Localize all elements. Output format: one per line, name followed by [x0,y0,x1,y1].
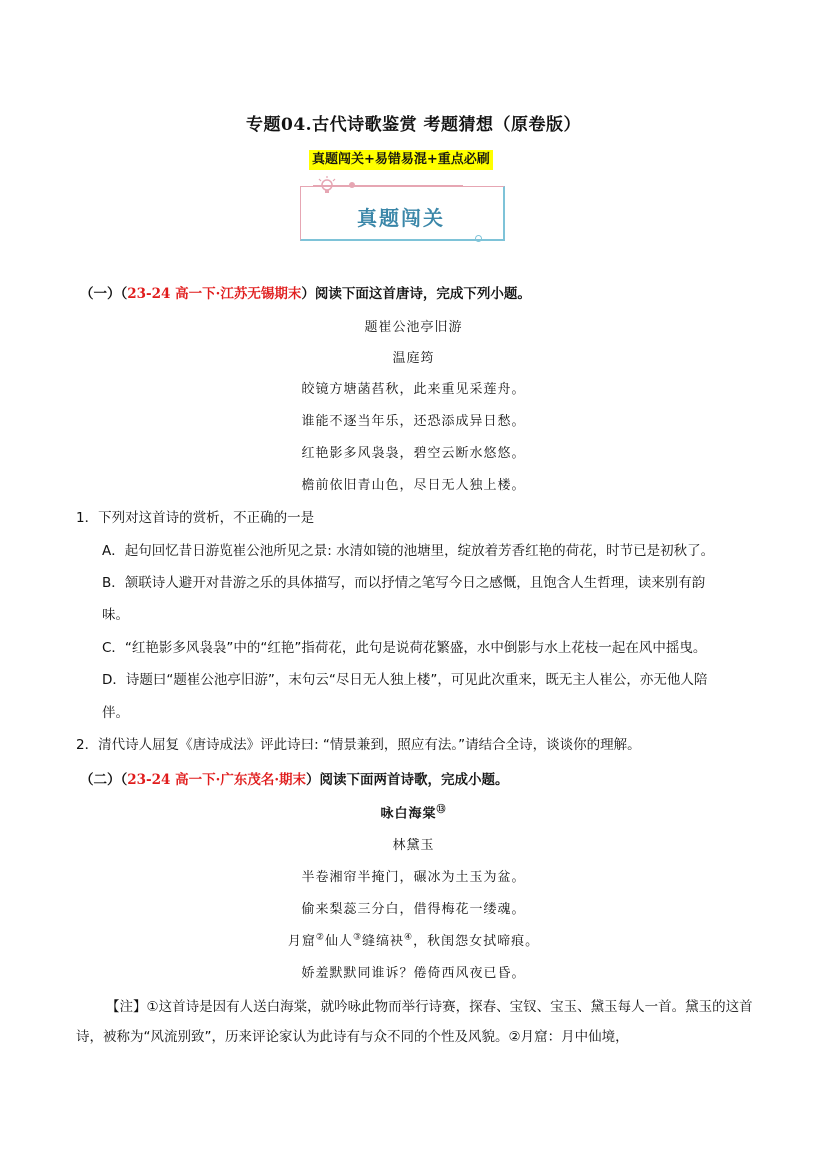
section-prefix: （二）（ [80,772,128,788]
footnote-paragraph: 【注】①这首诗是因有人送白海棠，就吟咏此物而举行诗赛，探春、宝钗、宝玉、黛玉每人一首。黛玉的这首诗，被称为“风流别致”，历来评论家认为此诗有与众不同的个性及风貌。②月窟：月中仙境， [76,999,753,1045]
section-heading-1 [80,282,531,302]
poem-author: 林黛玉 [392,838,435,853]
option-d-cont: 伴。 [102,705,129,721]
question-2: 2．清代诗人屈复《唐诗成法》评此诗曰: “情景兼到，照应有法。”请结合全诗，谈谈你的理解。 [76,737,641,753]
poem-title: 题崔公池亭旧游 [364,320,463,335]
source-label: 23-24 高一下·广东茂名·期末 [127,772,307,788]
tagline-highlight: 真题闯关+易错易混+重点必刷 [309,150,493,170]
poem-line: 红艳影多风袅袅，碧空云断水悠悠。 [301,446,526,461]
source-label: 23-24 高一下·江苏无锡期末 [127,286,302,302]
page-title: 专题04.古代诗歌鉴赏 考题猜想（原卷版） [246,115,581,135]
option-a: A．起句回忆昔日游览崔公池所见之景: 水清如镜的池塘里，绽放着芳香红艳的荷花，时节已是初秋了。 [102,543,715,559]
poem-line: 谁能不逐当年乐，还恐添成异日愁。 [301,414,526,429]
option-b: B．颔联诗人避开对昔游之乐的具体描写，而以抒情之笔写今日之感慨，且饱含人生哲理，读来别有韵 [102,575,706,591]
section-prefix: （一）（ [80,286,128,302]
poem-line: 皎镜方塘菡萏秋，此来重见采莲舟。 [301,382,526,397]
option-b-cont: 味。 [102,607,129,623]
poem-line: 檐前依旧青山色，尽日无人独上楼。 [301,478,526,493]
poem-title: 咏白海棠⑬ [380,805,447,822]
option-c: C．“红艳影多风袅袅”中的“红艳”指荷花，此句是说荷花繁盛，水中倒影与水上花枝一起在风中摇曳。 [102,640,707,656]
section-suffix: ）阅读下面两首诗歌，完成小题。 [306,772,509,788]
footnote-mark: ⑬ [436,805,447,815]
section-banner [295,176,507,240]
question-1: 1．下列对这首诗的赏析，不正确的一是 [76,510,315,526]
poem-line: 偷来梨蕊三分白，借得梅花一缕魂。 [301,902,526,917]
poem-line: 半卷湘帘半掩门，碾冰为土玉为盆。 [301,870,526,885]
section-heading-2 [80,768,509,788]
poem-line: 娇羞默默同谁诉？倦倚西风夜已昏。 [301,966,526,981]
section-suffix: ）阅读下面这首唐诗，完成下列小题。 [301,286,531,302]
poem-author: 温庭筠 [392,351,435,366]
banner-label: 真题闯关 [357,206,445,230]
option-d: D．诗题曰“题崔公池亭旧游”，末句云“尽日无人独上楼”，可见此次重来，既无主人崔公，亦无他人陪 [102,672,708,688]
poem-line: 月窟②仙人③缝缟袂④，秋闺怨女拭啼痕。 [287,932,540,949]
